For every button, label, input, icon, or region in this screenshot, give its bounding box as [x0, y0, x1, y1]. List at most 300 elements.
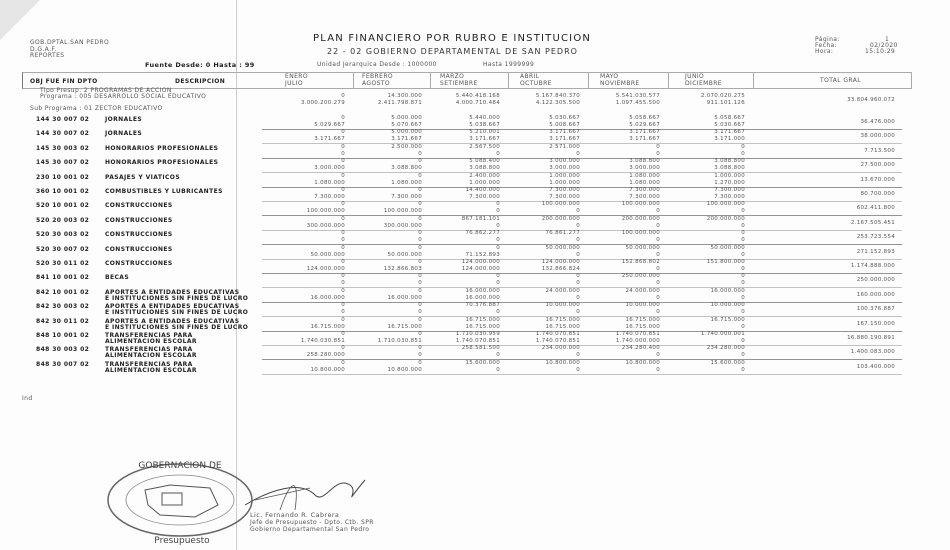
row-description: BECAS — [105, 274, 130, 282]
row-total: 13.670.000 — [860, 176, 895, 183]
row-total: 602.411.800 — [856, 205, 895, 212]
value-bottom: 16.715.000 — [465, 323, 500, 330]
row-code: 520 30 003 02 — [36, 231, 90, 239]
value-bottom: 16.715.000 — [310, 323, 345, 330]
col-month-top: ABRIL — [520, 73, 540, 80]
value-bottom: 132.866.824 — [541, 266, 580, 272]
row-code: 848 30 003 02 — [36, 346, 90, 354]
value-top: 0 — [418, 244, 422, 251]
value-top: 0 — [341, 187, 345, 193]
value-top: 0 — [341, 316, 345, 323]
value-bottom: 0 — [496, 150, 500, 157]
row-code: 145 30 003 02 — [36, 144, 90, 152]
value-bottom: 16.715.000 — [387, 323, 422, 330]
value-top: 0 — [418, 316, 422, 323]
value-top: 2.070.020.275 — [700, 93, 745, 99]
value-top: 3.088.800 — [714, 158, 745, 165]
col-description: DESCRIPCION — [175, 78, 226, 85]
value-bottom: 1.080.000 — [314, 179, 345, 186]
value-bottom: 50.000.000 — [387, 251, 422, 258]
row-description: APORTES A ENTIDADES EDUCATIVAS — [105, 303, 240, 311]
value-top: 0 — [418, 230, 422, 237]
value-bottom: 10.800.000 — [310, 366, 345, 373]
value-top: 50.000.000 — [710, 244, 745, 251]
value-bottom: 0 — [741, 266, 745, 272]
row-description: E INSTITUCIONES SIN FINES DE LUCRO — [105, 294, 249, 302]
value-top: 3.171.667 — [549, 129, 580, 136]
value-bottom: 3.171.667 — [314, 136, 345, 143]
signer-role: Jefe de Presupuesto - Dpto. Ctb. SPR — [250, 519, 374, 526]
row-code: 520 30 007 02 — [36, 245, 90, 253]
official-stamp — [100, 455, 260, 550]
value-top: 10.000.000 — [625, 302, 660, 309]
value-top: 5.541.030.577 — [615, 93, 660, 99]
col-month-top: MARZO — [440, 73, 465, 80]
report-title: PLAN FINANCIERO POR RUBRO E INSTITUCION — [313, 33, 592, 44]
value-bottom: 3.171.667 — [629, 136, 660, 143]
value-top: 1.000.000 — [714, 172, 745, 179]
value-bottom: 3.000.200.279 — [300, 100, 345, 106]
signer-org: Gobierno Departamental San Pedro — [250, 526, 370, 533]
value-bottom: 5.030.667 — [714, 122, 745, 128]
value-top: 16.715.000 — [625, 316, 660, 323]
value-top: 200.000.000 — [541, 215, 580, 222]
unidad-hasta: Hasta 1999999 — [483, 61, 535, 68]
row-total: 2.167.505.451 — [850, 219, 895, 226]
value-bottom: 0 — [576, 352, 580, 359]
value-top: 0 — [418, 158, 422, 165]
report-subtitle: 22 - 02 GOBIERNO DEPARTAMENTAL DE SAN PEDRO — [327, 47, 578, 56]
value-bottom: 0 — [741, 352, 745, 359]
value-bottom: 0 — [418, 352, 422, 359]
row-description: E INSTITUCIONES SIN FINES DE LUCRO — [105, 323, 249, 331]
value-bottom: 3.000.000 — [549, 165, 580, 172]
col-month-top: JUNIO — [685, 73, 705, 80]
value-top: 1.000.000 — [549, 172, 580, 179]
value-bottom: 0 — [576, 208, 580, 215]
fecha-label: Fecha: — [815, 42, 838, 49]
value-bottom: 0 — [656, 294, 660, 301]
value-top: 14.300.000 — [387, 93, 422, 99]
page-corner — [0, 0, 40, 40]
row-total: 100.376.887 — [856, 306, 895, 313]
svg-text:Presupuesto: Presupuesto — [154, 536, 210, 546]
value-top: 0 — [341, 143, 345, 150]
row-code: 520 10 001 02 — [36, 202, 90, 210]
row-description: HONORARIOS PROFESIONALES — [105, 144, 219, 152]
value-bottom: 5.029.667 — [314, 122, 345, 128]
value-top: 0 — [341, 201, 345, 208]
row-code: 144 30 007 02 — [36, 116, 90, 123]
value-bottom: 3.171.000 — [714, 136, 745, 143]
value-bottom: 0 — [741, 294, 745, 301]
value-top: 0 — [341, 302, 345, 309]
row-description: TRANSFERENCIAS PARA — [105, 332, 193, 339]
value-top: 0 — [418, 302, 422, 309]
value-bottom: 5.070.667 — [391, 122, 422, 128]
value-top: 152.868.802 — [621, 259, 660, 265]
value-bottom: 5.008.667 — [549, 122, 580, 128]
value-bottom: 0 — [341, 237, 345, 244]
value-bottom: 1.000.000 — [549, 179, 580, 186]
value-top: 100.000.000 — [706, 201, 745, 208]
value-top: 5.030.667 — [549, 115, 580, 121]
value-top: 100.000.000 — [621, 201, 660, 208]
org-line-3: REPORTES — [30, 52, 65, 59]
value-top: 0 — [341, 359, 345, 366]
value-bottom: 0 — [656, 222, 660, 229]
value-top: 24.000.000 — [545, 287, 580, 294]
row-description: CONSTRUCCIONES — [105, 260, 173, 267]
row-description: CONSTRUCCIONES — [105, 231, 173, 239]
row-description: CONSTRUCCIONES — [105, 216, 173, 224]
tipo-presupuesto: Tipo Presup. 2 PROGRAMAS DE ACCION — [40, 87, 172, 94]
value-top: 1.710.030.959 — [455, 331, 500, 337]
footer-mark: Ind — [22, 395, 33, 402]
value-top: 0 — [496, 244, 500, 251]
value-top: 5.000.000 — [391, 115, 422, 121]
row-total: 103.400.000 — [856, 363, 895, 370]
value-bottom: 7.300.000 — [714, 194, 745, 200]
programa-label: Programa : 005 DESARROLLO SOCIAL EDUCATIVO — [40, 93, 207, 100]
row-description: JORNALES — [105, 116, 143, 123]
value-bottom: 0 — [576, 366, 580, 373]
signer-name: Lic. Fernando R. Cabrera — [250, 511, 340, 519]
row-total: 167.150.000 — [856, 320, 895, 327]
value-bottom: 16.715.000 — [545, 323, 580, 330]
value-top: 867.181.101 — [461, 215, 500, 222]
svg-text:GOBERNACION DE: GOBERNACION DE — [138, 461, 222, 471]
row-total: 160.000.000 — [856, 291, 895, 298]
value-bottom: 0 — [741, 338, 745, 344]
value-bottom: 16.000.000 — [465, 294, 500, 301]
value-bottom: 1.740.070.851 — [455, 338, 500, 344]
subprograma-label: Sub Programa : 01 ZECTOR EDUCATIVO — [30, 105, 163, 112]
value-top: 70.376.887 — [465, 302, 500, 309]
value-top: 0 — [341, 287, 345, 294]
value-top: 15.600.000 — [710, 359, 745, 366]
value-top: 100.000.000 — [621, 230, 660, 237]
value-bottom: 5.029.667 — [629, 122, 660, 128]
value-bottom: 0 — [496, 280, 500, 287]
value-bottom: 3.171.667 — [391, 136, 422, 143]
row-code: 144 30 007 02 — [36, 130, 90, 138]
value-bottom: 7.300.000 — [469, 194, 500, 200]
value-bottom: 1.270.000 — [714, 179, 745, 186]
value-bottom: 0 — [656, 366, 660, 373]
value-top: 0 — [341, 93, 345, 99]
row-total: 33.804.960.072 — [847, 97, 895, 103]
col-total: TOTAL GRAL — [820, 77, 861, 84]
row-total: 38.000.000 — [860, 133, 895, 140]
value-top: 234.000.000 — [541, 345, 580, 352]
row-total: 250.000.000 — [856, 277, 895, 284]
col-month-bottom: DICIEMBRE — [685, 80, 722, 87]
value-top: 0 — [341, 273, 345, 280]
value-top: 2.571.000 — [549, 143, 580, 150]
value-top: 76.862.277 — [465, 230, 500, 237]
row-description: ALIMENTACION ESCOLAR — [105, 352, 197, 360]
row-code: 520 30 011 02 — [36, 260, 90, 267]
value-bottom: 0 — [341, 150, 345, 157]
value-top: 0 — [418, 331, 422, 337]
row-description: CONSTRUCCIONES — [105, 202, 173, 210]
value-top: 3.088.800 — [629, 158, 660, 165]
value-bottom: 100.000.000 — [306, 208, 345, 215]
row-divider — [262, 374, 902, 375]
value-bottom: 132.866.803 — [383, 266, 422, 272]
value-bottom: 3.171.667 — [469, 136, 500, 143]
value-top: 200.000.000 — [706, 215, 745, 222]
row-description: ALIMENTACION ESCOLAR — [105, 366, 197, 374]
value-bottom: 0 — [496, 352, 500, 359]
row-code: 520 20 003 02 — [36, 216, 90, 224]
unidad-range: Unidad Jerarquica Desde : 1000000 — [317, 61, 437, 68]
value-top: 7.300.000 — [549, 187, 580, 193]
value-top: 0 — [741, 230, 745, 237]
column-divider — [753, 72, 754, 88]
value-bottom: 1.740.000.000 — [615, 338, 660, 344]
fuente-range: Fuente Desde: 0 Hasta : 99 — [145, 61, 255, 69]
value-bottom: 0 — [741, 150, 745, 157]
value-bottom: 3.171.667 — [549, 136, 580, 143]
value-top: 0 — [341, 158, 345, 165]
value-top: 0 — [741, 273, 745, 280]
row-total: 1.400.083.000 — [850, 349, 895, 356]
value-bottom: 0 — [496, 208, 500, 215]
row-code: 842 30 003 02 — [36, 303, 90, 311]
value-bottom: 1.097.455.500 — [615, 100, 660, 106]
value-top: 2.400.000 — [469, 172, 500, 179]
row-description: JORNALES — [105, 130, 143, 138]
org-line-1: GOB.DPTAL.SAN PEDRO — [30, 39, 110, 46]
value-bottom: 3.088.800 — [391, 165, 422, 172]
value-top: 1.080.000 — [629, 172, 660, 179]
row-total: 16.880.190.891 — [847, 335, 895, 341]
value-bottom: 1.080.000 — [629, 179, 660, 186]
col-month-bottom: SETIEMBRE — [440, 80, 478, 87]
value-top: 3.171.667 — [629, 129, 660, 136]
value-bottom: 0 — [576, 251, 580, 258]
value-top: 16.000.000 — [465, 287, 500, 294]
hora-label: Hora: — [815, 48, 834, 55]
row-description: APORTES A ENTIDADES EDUCATIVAS — [105, 288, 240, 296]
value-top: 76.861.277 — [545, 230, 580, 237]
value-bottom: 0 — [656, 251, 660, 258]
value-top: 10.000.000 — [545, 302, 580, 309]
value-top: 5.088.400 — [469, 158, 500, 165]
value-bottom: 0 — [576, 309, 580, 316]
value-top: 1.740.070.851 — [535, 331, 580, 337]
value-bottom: 0 — [576, 237, 580, 244]
value-bottom: 0 — [418, 280, 422, 287]
hora-value: 15:10:29 — [865, 48, 896, 55]
value-top: 5.210.001 — [469, 129, 500, 136]
value-bottom: 0 — [656, 266, 660, 272]
value-bottom: 16.715.000 — [625, 323, 660, 330]
value-top: 250.000.000 — [621, 273, 660, 280]
row-code: 848 30 007 02 — [36, 360, 90, 368]
value-bottom: 0 — [341, 280, 345, 287]
pagina-label: Página: — [815, 36, 840, 43]
col-codes: OBJ FUE FIN DPTO — [30, 78, 98, 85]
value-top: 0 — [576, 273, 580, 280]
value-top: 0 — [418, 359, 422, 366]
value-bottom: 71.152.893 — [465, 251, 500, 258]
value-bottom: 0 — [576, 222, 580, 229]
col-month-bottom: AGOSTO — [362, 80, 390, 87]
value-bottom: 0 — [418, 150, 422, 157]
value-top: 5.440.418.168 — [455, 93, 500, 99]
value-bottom: 3.088.800 — [714, 165, 745, 172]
value-bottom: 258.280.000 — [306, 352, 345, 359]
value-bottom: 0 — [656, 150, 660, 157]
value-bottom: 124.000.000 — [461, 266, 500, 272]
column-divider — [588, 72, 589, 88]
value-top: 0 — [418, 172, 422, 179]
value-top: 0 — [418, 187, 422, 193]
row-description: PASAJES Y VIATICOS — [105, 173, 181, 181]
value-bottom: 0 — [656, 309, 660, 316]
value-top: 0 — [341, 230, 345, 237]
col-month-bottom: OCTUBRE — [520, 80, 552, 87]
value-top: 5.167.840.370 — [535, 93, 580, 99]
value-top: 124.000.000 — [461, 259, 500, 265]
col-month-top: FEBRERO — [362, 73, 394, 80]
value-top: 5.440.000 — [469, 115, 500, 121]
value-bottom: 0 — [496, 366, 500, 373]
value-bottom: 300.000.000 — [306, 222, 345, 229]
value-top: 5.058.667 — [629, 115, 660, 121]
value-top: 2.500.000 — [391, 143, 422, 150]
value-top: 0 — [341, 259, 345, 265]
value-top: 10.000.000 — [710, 302, 745, 309]
row-total: 253.723.554 — [856, 234, 895, 241]
row-total: 1.174.888.000 — [850, 263, 895, 269]
value-top: 151.800.000 — [706, 259, 745, 265]
value-top: 0 — [418, 345, 422, 352]
value-bottom: 0 — [741, 366, 745, 373]
value-top: 234.280.000 — [706, 345, 745, 352]
signature — [240, 470, 370, 515]
row-code: 841 10 001 02 — [36, 274, 90, 282]
value-bottom: 7.300.000 — [629, 194, 660, 200]
value-bottom: 10.800.000 — [387, 366, 422, 373]
value-top: 0 — [341, 215, 345, 222]
value-top: 124.000.000 — [541, 259, 580, 265]
value-top: 14.400.000 — [465, 187, 500, 193]
row-description: TRANSFERENCIAS PARA — [105, 360, 193, 368]
fecha-value: 02/2020 — [870, 42, 898, 49]
value-bottom: 0 — [741, 323, 745, 330]
column-divider — [508, 72, 509, 88]
value-bottom: 2.411.798.871 — [377, 100, 422, 106]
value-bottom: 1.740.030.851 — [300, 338, 345, 344]
value-top: 3.000.000 — [549, 158, 580, 165]
value-bottom: 50.000.000 — [310, 251, 345, 258]
value-bottom: 0 — [418, 309, 422, 316]
row-code: 848 10 001 02 — [36, 332, 90, 339]
row-total: 271.152.893 — [856, 248, 895, 255]
column-divider — [668, 72, 669, 88]
value-bottom: 5.038.667 — [469, 122, 500, 128]
value-bottom: 16.000.000 — [387, 294, 422, 301]
value-bottom: 0 — [496, 222, 500, 229]
value-top: 5.058.667 — [714, 115, 745, 121]
value-top: 50.000.000 — [625, 244, 660, 251]
value-top: 2.567.500 — [469, 143, 500, 150]
value-top: 0 — [418, 215, 422, 222]
value-top: 16.715.000 — [545, 316, 580, 323]
value-top: 0 — [418, 287, 422, 294]
value-top: 234.280.400 — [621, 345, 660, 352]
value-bottom: 3.000.000 — [314, 165, 345, 172]
value-bottom: 0 — [576, 280, 580, 287]
row-code: 230 10 001 02 — [36, 173, 90, 181]
row-code: 360 10 001 02 — [36, 188, 90, 195]
value-bottom: 1.710.030.851 — [377, 338, 422, 344]
org-line-2: D.G.A.F. — [30, 46, 57, 53]
value-top: 7.300.000 — [629, 187, 660, 193]
pagina-value: 1 — [885, 36, 890, 43]
value-bottom: 124.000.000 — [306, 266, 345, 272]
row-description: CONSTRUCCIONES — [105, 245, 173, 253]
value-top: 0 — [496, 273, 500, 280]
value-bottom: 4.122.305.500 — [535, 100, 580, 106]
value-top: 0 — [341, 172, 345, 179]
value-bottom: 3.000.000 — [629, 165, 660, 172]
value-top: 0 — [741, 143, 745, 150]
row-code: 842 30 011 02 — [36, 317, 90, 325]
value-bottom: 0 — [741, 309, 745, 316]
row-description: HONORARIOS PROFESIONALES — [105, 159, 219, 167]
value-top: 16.000.000 — [710, 287, 745, 294]
value-top: 5.000.000 — [391, 129, 422, 136]
value-bottom: 0 — [576, 150, 580, 157]
value-bottom: 3.088.800 — [469, 165, 500, 172]
row-total: 27.500.000 — [860, 162, 895, 169]
value-bottom: 0 — [496, 309, 500, 316]
col-month-top: MAYO — [600, 73, 619, 80]
value-top: 0 — [656, 143, 660, 150]
value-bottom: 0 — [576, 294, 580, 301]
value-top: 10.800.000 — [625, 359, 660, 366]
value-bottom: 911.101.126 — [706, 100, 745, 106]
column-divider — [430, 72, 431, 88]
value-top: 0 — [341, 115, 345, 121]
value-top: 24.000.000 — [625, 287, 660, 294]
value-bottom: 1.080.000 — [391, 179, 422, 186]
value-top: 1.740.070.851 — [615, 331, 660, 337]
value-top: 0 — [418, 259, 422, 265]
value-bottom: 7.300.000 — [549, 194, 580, 200]
value-top: 100.000.000 — [541, 201, 580, 208]
row-code: 145 30 007 02 — [36, 159, 90, 167]
value-top: 200.000.000 — [621, 215, 660, 222]
value-bottom: 0 — [656, 237, 660, 244]
col-month-bottom: JULIO — [285, 80, 303, 87]
value-bottom: 16.000.000 — [310, 294, 345, 301]
value-bottom: 1.000.000 — [469, 179, 500, 186]
row-description: TRANSFERENCIAS PARA — [105, 346, 193, 354]
value-bottom: 7.300.000 — [391, 194, 422, 200]
row-total: 36.476.000 — [860, 119, 895, 125]
row-description: APORTES A ENTIDADES EDUCATIVAS — [105, 317, 240, 325]
col-month-top: ENERO — [285, 73, 308, 80]
value-bottom: 1.740.070.851 — [535, 338, 580, 344]
column-divider — [353, 72, 354, 88]
value-top: 0 — [418, 273, 422, 280]
